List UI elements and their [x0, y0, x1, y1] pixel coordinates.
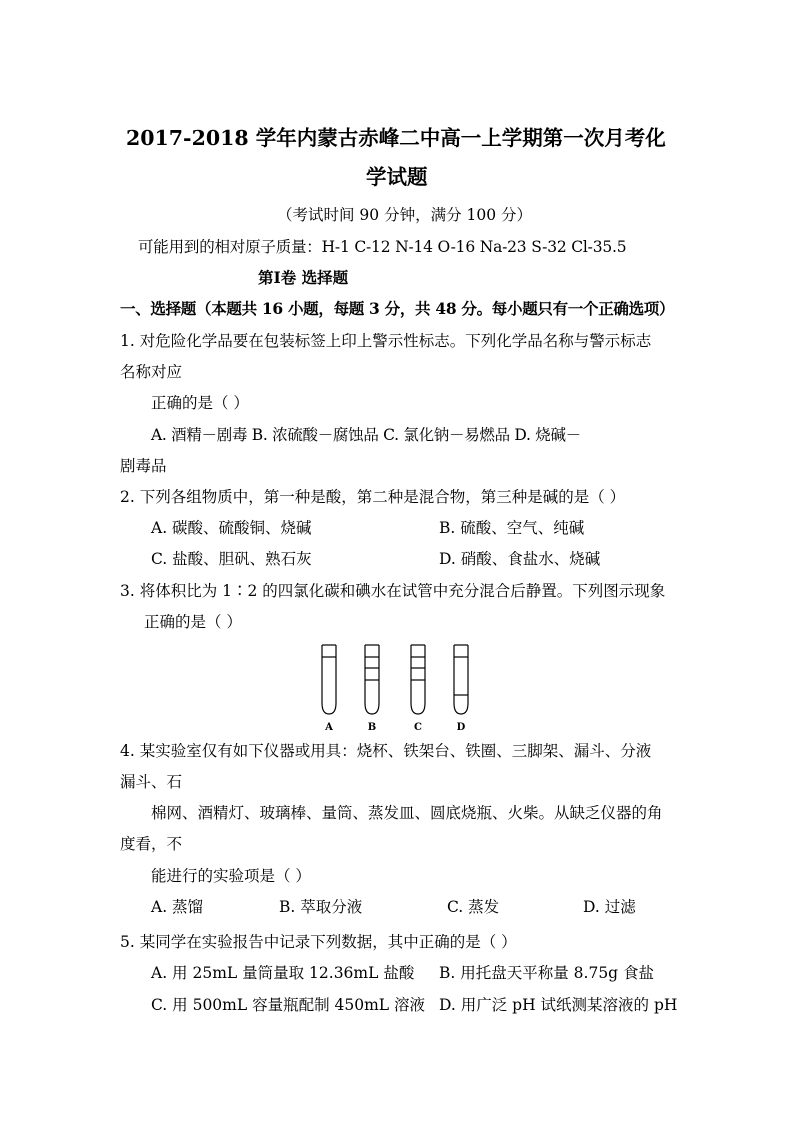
q2-option-d: D. 硝酸、食盐水、烧碱: [439, 550, 601, 568]
q5-option-b: B. 用托盘天平称量 8.75g 食盐: [439, 964, 655, 982]
q1-stem-line-1: 1. 对危险化学品要在包装标签上印上警示性标志。下列化学品名称与警示标志: [120, 332, 652, 350]
test-tube-label-c: C: [414, 722, 422, 733]
q4-stem-line-4: 度看，不: [120, 835, 183, 853]
q4-stem-line-2: 漏斗、石: [120, 773, 183, 791]
q5-option-a: A. 用 25mL 量筒量取 12.36mL 盐酸: [151, 964, 415, 982]
q2-option-a: A. 碳酸、硫酸铜、烧碱: [151, 519, 312, 537]
test-tube-c: [411, 645, 425, 714]
q5-option-c: C. 用 500mL 容量瓶配制 450mL 溶液: [151, 996, 426, 1014]
q4-stem-line-3: 棉网、酒精灯、玻璃棒、量筒、蒸发皿、圆底烧瓶、火柴。从缺乏仪器的角: [151, 804, 663, 822]
q5-option-d: D. 用广泛 pH 试纸测某溶液的 pH: [439, 996, 678, 1014]
test-tube-d: [454, 645, 468, 714]
q2-option-c: C. 盐酸、胆矾、熟石灰: [151, 550, 312, 568]
title-line-2: 学试题: [366, 165, 428, 189]
test-tube-b: [365, 645, 379, 714]
q4-option-c: C. 蒸发: [447, 898, 500, 916]
test-tube-figure: [315, 640, 475, 740]
title-line-1: 2017-2018 学年内蒙古赤峰二中高一上学期第一次月考化: [126, 126, 666, 150]
q1-stem-line-3: 正确的是（ ）: [151, 394, 249, 412]
q5-stem: 5. 某同学在实验报告中记录下列数据，其中正确的是（ ）: [120, 933, 517, 951]
q4-option-a: A. 蒸馏: [151, 898, 204, 916]
q1-stem-line-2: 名称对应: [120, 363, 183, 381]
atomic-masses: 可能用到的相对原子质量：H-1 C-12 N-14 O-16 Na-23 S-32 Cl-35.5: [138, 238, 627, 256]
test-tube-label-b: B: [367, 722, 377, 733]
section-title: 一、选择题（本题共 16 小题，每题 3 分，共 48 分。每小题只有一个正确选项）: [120, 299, 675, 318]
volume-title: 第Ⅰ卷 选择题: [258, 268, 349, 287]
q1-options-line-2: 剧毒品: [120, 457, 167, 475]
test-tube-label-a: A: [325, 722, 333, 733]
exam-info: （考试时间 90 分钟，满分 100 分）: [277, 206, 533, 224]
q4-stem-line-1: 4. 某实验室仅有如下仪器或用具：烧杯、铁架台、铁圈、三脚架、漏斗、分液: [120, 742, 652, 760]
q4-option-b: B. 萃取分液: [279, 898, 363, 916]
q4-option-d: D. 过滤: [583, 898, 636, 916]
test-tube-a: [322, 645, 336, 714]
q3-stem-line-2: 正确的是（ ）: [144, 613, 242, 631]
q3-stem-line-1: 3. 将体积比为 1∶2 的四氯化碳和碘水在试管中充分混合后静置。下列图示现象: [120, 582, 666, 600]
test-tube-label-d: D: [456, 722, 466, 733]
q4-stem-line-5: 能进行的实验项是（ ）: [151, 867, 311, 885]
q1-options-line-1: A. 酒精－剧毒 B. 浓硫酸－腐蚀品 C. 氯化钠－易燃品 D. 烧碱－: [151, 426, 581, 444]
q2-option-b: B. 硫酸、空气、纯碱: [439, 519, 585, 537]
q2-stem: 2. 下列各组物质中，第一种是酸，第二种是混合物，第三种是碱的是（ ）: [120, 488, 626, 506]
